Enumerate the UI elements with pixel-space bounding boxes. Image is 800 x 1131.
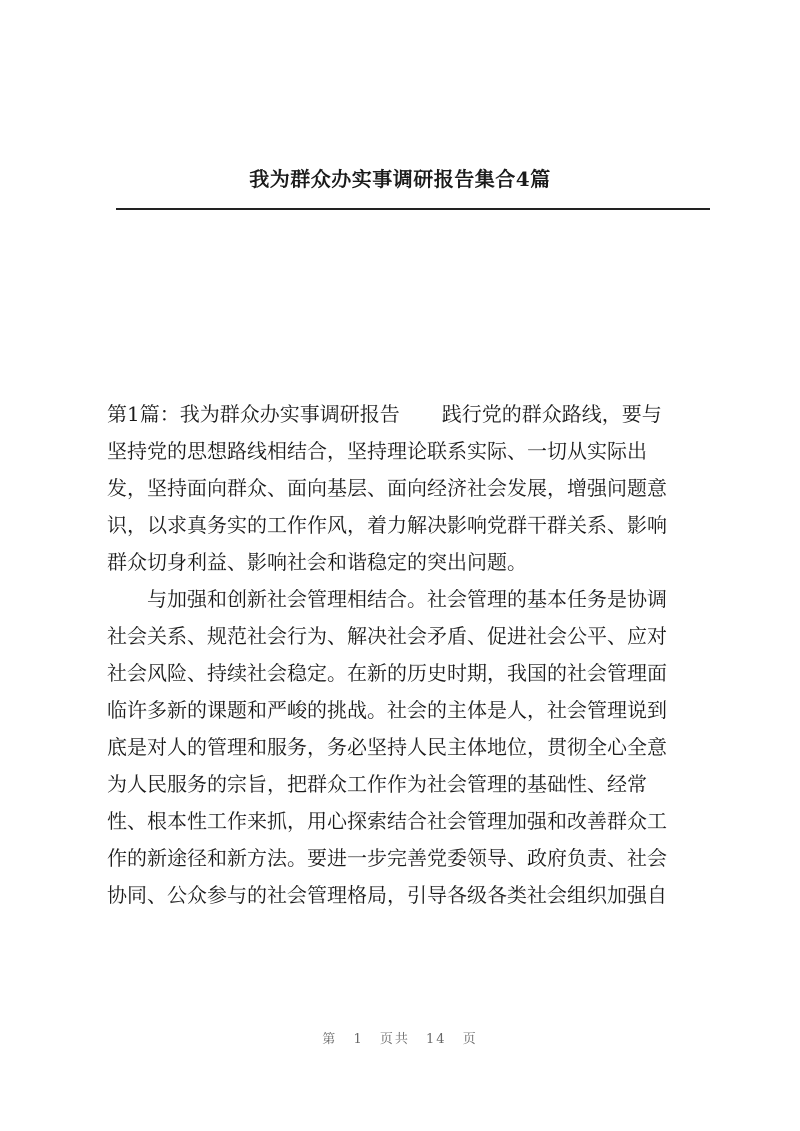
footer-word-page: 第 [322, 1032, 338, 1047]
paragraph-line-10: 底是对人的管理和服务，务必坚持人民主体地位，贯彻全心全意 [107, 735, 667, 759]
page-footer [0, 1030, 800, 1050]
paragraph-line-13: 作的新途径和新方法。要进一步完善党委领导、政府负责、社会 [107, 846, 667, 870]
paragraph-line-7: 社会关系、规范社会行为、解决社会矛盾、促进社会公平、应对 [107, 624, 667, 648]
paragraph-line-8: 社会风险、持续社会稳定。在新的历史时期，我国的社会管理面 [107, 661, 667, 685]
paragraph-line-14: 协同、公众参与的社会管理格局，引导各级各类社会组织加强自 [107, 883, 667, 907]
footer-page-number: 1 [353, 1032, 364, 1047]
footer-word-end: 页 [462, 1032, 478, 1047]
paragraph-line-11: 为人民服务的宗旨，把群众工作作为社会管理的基础性、经常 [107, 772, 647, 796]
footer-word-total: 页共 [379, 1032, 410, 1047]
paragraph-line-1 [107, 400, 707, 428]
section-heading: 第1篇：我为群众办实事调研报告 [107, 402, 400, 426]
paragraph-line-5: 群众切身利益、影响社会和谐稳定的突出问题。 [107, 550, 527, 574]
document-title: 我为群众办实事调研报告集合4篇 [249, 167, 551, 191]
paragraph-line-2: 坚持党的思想路线相结合，坚持理论联系实际、一切从实际出 [107, 439, 647, 463]
paragraph-line-3: 发，坚持面向群众、面向基层、面向经济社会发展，增强问题意 [107, 476, 667, 500]
footer-total-pages: 14 [426, 1032, 447, 1047]
paragraph-line-9: 临许多新的课题和严峻的挑战。社会的主体是人，社会管理说到 [107, 698, 667, 722]
section-first-text: 践行党的群众路线，要与 [441, 402, 662, 426]
paragraph-line-6: 与加强和创新社会管理相结合。社会管理的基本任务是协调 [147, 587, 667, 611]
paragraph-line-4: 识，以求真务实的工作作风，着力解决影响党群干群关系、影响 [107, 513, 667, 537]
title-underline [116, 208, 710, 210]
paragraph-line-12: 性、根本性工作来抓，用心探索结合社会管理加强和改善群众工 [107, 809, 667, 833]
